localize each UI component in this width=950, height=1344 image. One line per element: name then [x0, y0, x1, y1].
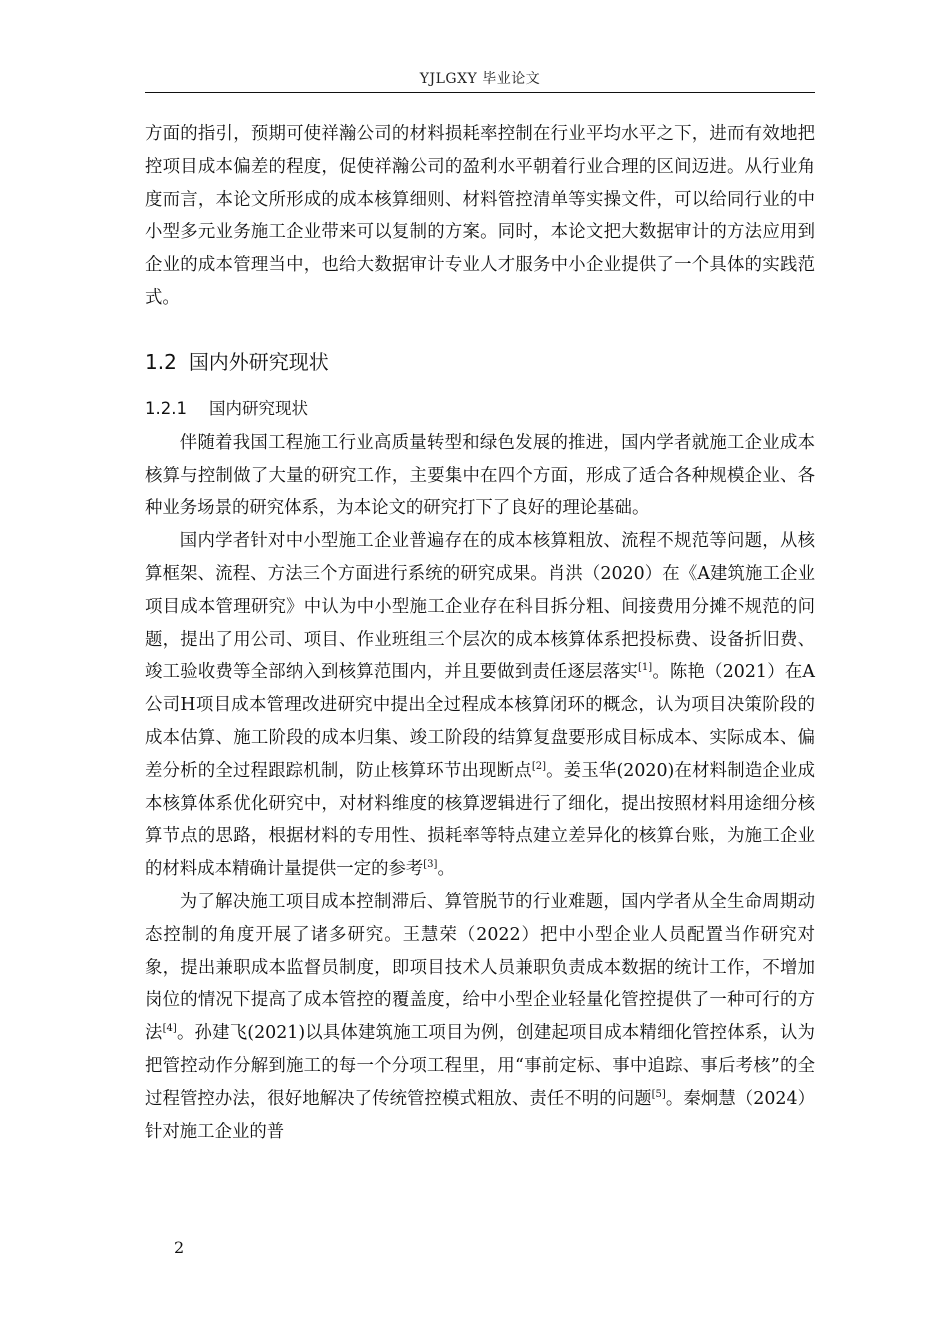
text-segment: 。	[437, 859, 455, 880]
text-segment: 。秦炯慧（2024）针对施工企业的普	[145, 1088, 815, 1142]
page-body	[145, 118, 815, 1148]
page-number: 2	[174, 1238, 185, 1257]
text-segment: 国内学者针对中小型施工企业普遍存在的成本核算粗放、流程不规范等问题，从核算框架、流程、方法三个方面进行系统的研究成果。肖洪（2020）在《A建筑施工企业项目成本管理研究》中认为中小型施工企业存在科目拆分粗、间接费用分摊不规范的问题，提出了用公司、项目、作业班组三个层次的成本核算体系把投标费、设备折旧费、竣工验收费等全部纳入到核算范围内，并且要做到责任逐层落实	[145, 531, 815, 683]
text-segment: 。孙建飞(2021)以具体建筑施工项目为例，创建起项目成本精细化管控体系，认为把管控动作分解到施工的每一个分项工程里，用“事前定标、事中追踪、事后考核”的全过程管控办法，很好地解决了传统管控模式粗放、责任不明的问题	[145, 1023, 815, 1109]
paragraph-overview: 伴随着我国工程施工行业高质量转型和绿色发展的推进，国内学者就施工企业成本核算与控制做了大量的研究工作，主要集中在四个方面，形成了适合各种规模企业、各种业务场景的研究体系，为本论文的研究打下了良好的理论基础。	[145, 432, 815, 519]
running-header: YJLGXY 毕业论文	[419, 71, 541, 87]
text-segment: 。姜玉华(2020)在材料制造企业成本核算体系优化研究中，对材料维度的核算逻辑进行了细化，提出按照材料用途细分核算节点的思路，根据材料的专用性、损耗率等特点建立差异化的核算台账，为施工企业的材料成本精确计量提供一定的参考	[145, 760, 815, 880]
citation-2: [2]	[531, 760, 546, 772]
header-rule	[145, 92, 815, 93]
section-heading	[145, 347, 815, 377]
citation-4: [4]	[162, 1023, 177, 1035]
citation-3: [3]	[423, 859, 438, 871]
subsection-title: 国内研究现状	[208, 398, 308, 418]
section-title: 国内外研究现状	[188, 349, 329, 374]
paragraph-accounting-research	[145, 525, 815, 886]
citation-1: [1]	[637, 662, 653, 674]
text-segment: 为了解决施工项目成本控制滞后、算管脱节的行业难题，国内学者从全生命周期动态控制的角度开展了诸多研究。王慧荣（2022）把中小型企业人员配置当作研究对象，提出兼职成本监督员制度，即项目技术人员兼职负责成本数据的统计工作，不增加岗位的情况下提高了成本管控的覆盖度，给中小型企业轻量化管控提供了一种可行的方法	[145, 891, 815, 1044]
paragraph-control-research	[145, 886, 815, 1148]
subsection-heading	[145, 395, 815, 423]
citation-5: [5]	[651, 1088, 666, 1100]
section-number: 1.2	[145, 349, 177, 374]
text-segment: 。陈艳（2021）在A公司H项目成本管理改进研究中提出全过程成本核算闭环的概念，认为项目决策阶段的成本估算、施工阶段的成本归集、竣工阶段的结算复盘要形成目标成本、实际成本、偏差分析的全过程跟踪机制，防止核算环节出现断点	[145, 662, 815, 781]
subsection-number: 1.2.1	[145, 398, 187, 418]
paragraph-intro-continued: 方面的指引，预期可使祥瀚公司的材料损耗率控制在行业平均水平之下，进而有效地把控项目成本偏差的程度，促使祥瀚公司的盈利水平朝着行业合理的区间迈进。从行业角度而言，本论文所形成的成本核算细则、材料管控清单等实操文件，可以给同行业的中小型多元业务施工企业带来可以复制的方案。同时，本论文把大数据审计的方法应用到企业的成本管理当中，也给大数据审计专业人才服务中小企业提供了一个具体的实践范式。	[145, 124, 815, 308]
